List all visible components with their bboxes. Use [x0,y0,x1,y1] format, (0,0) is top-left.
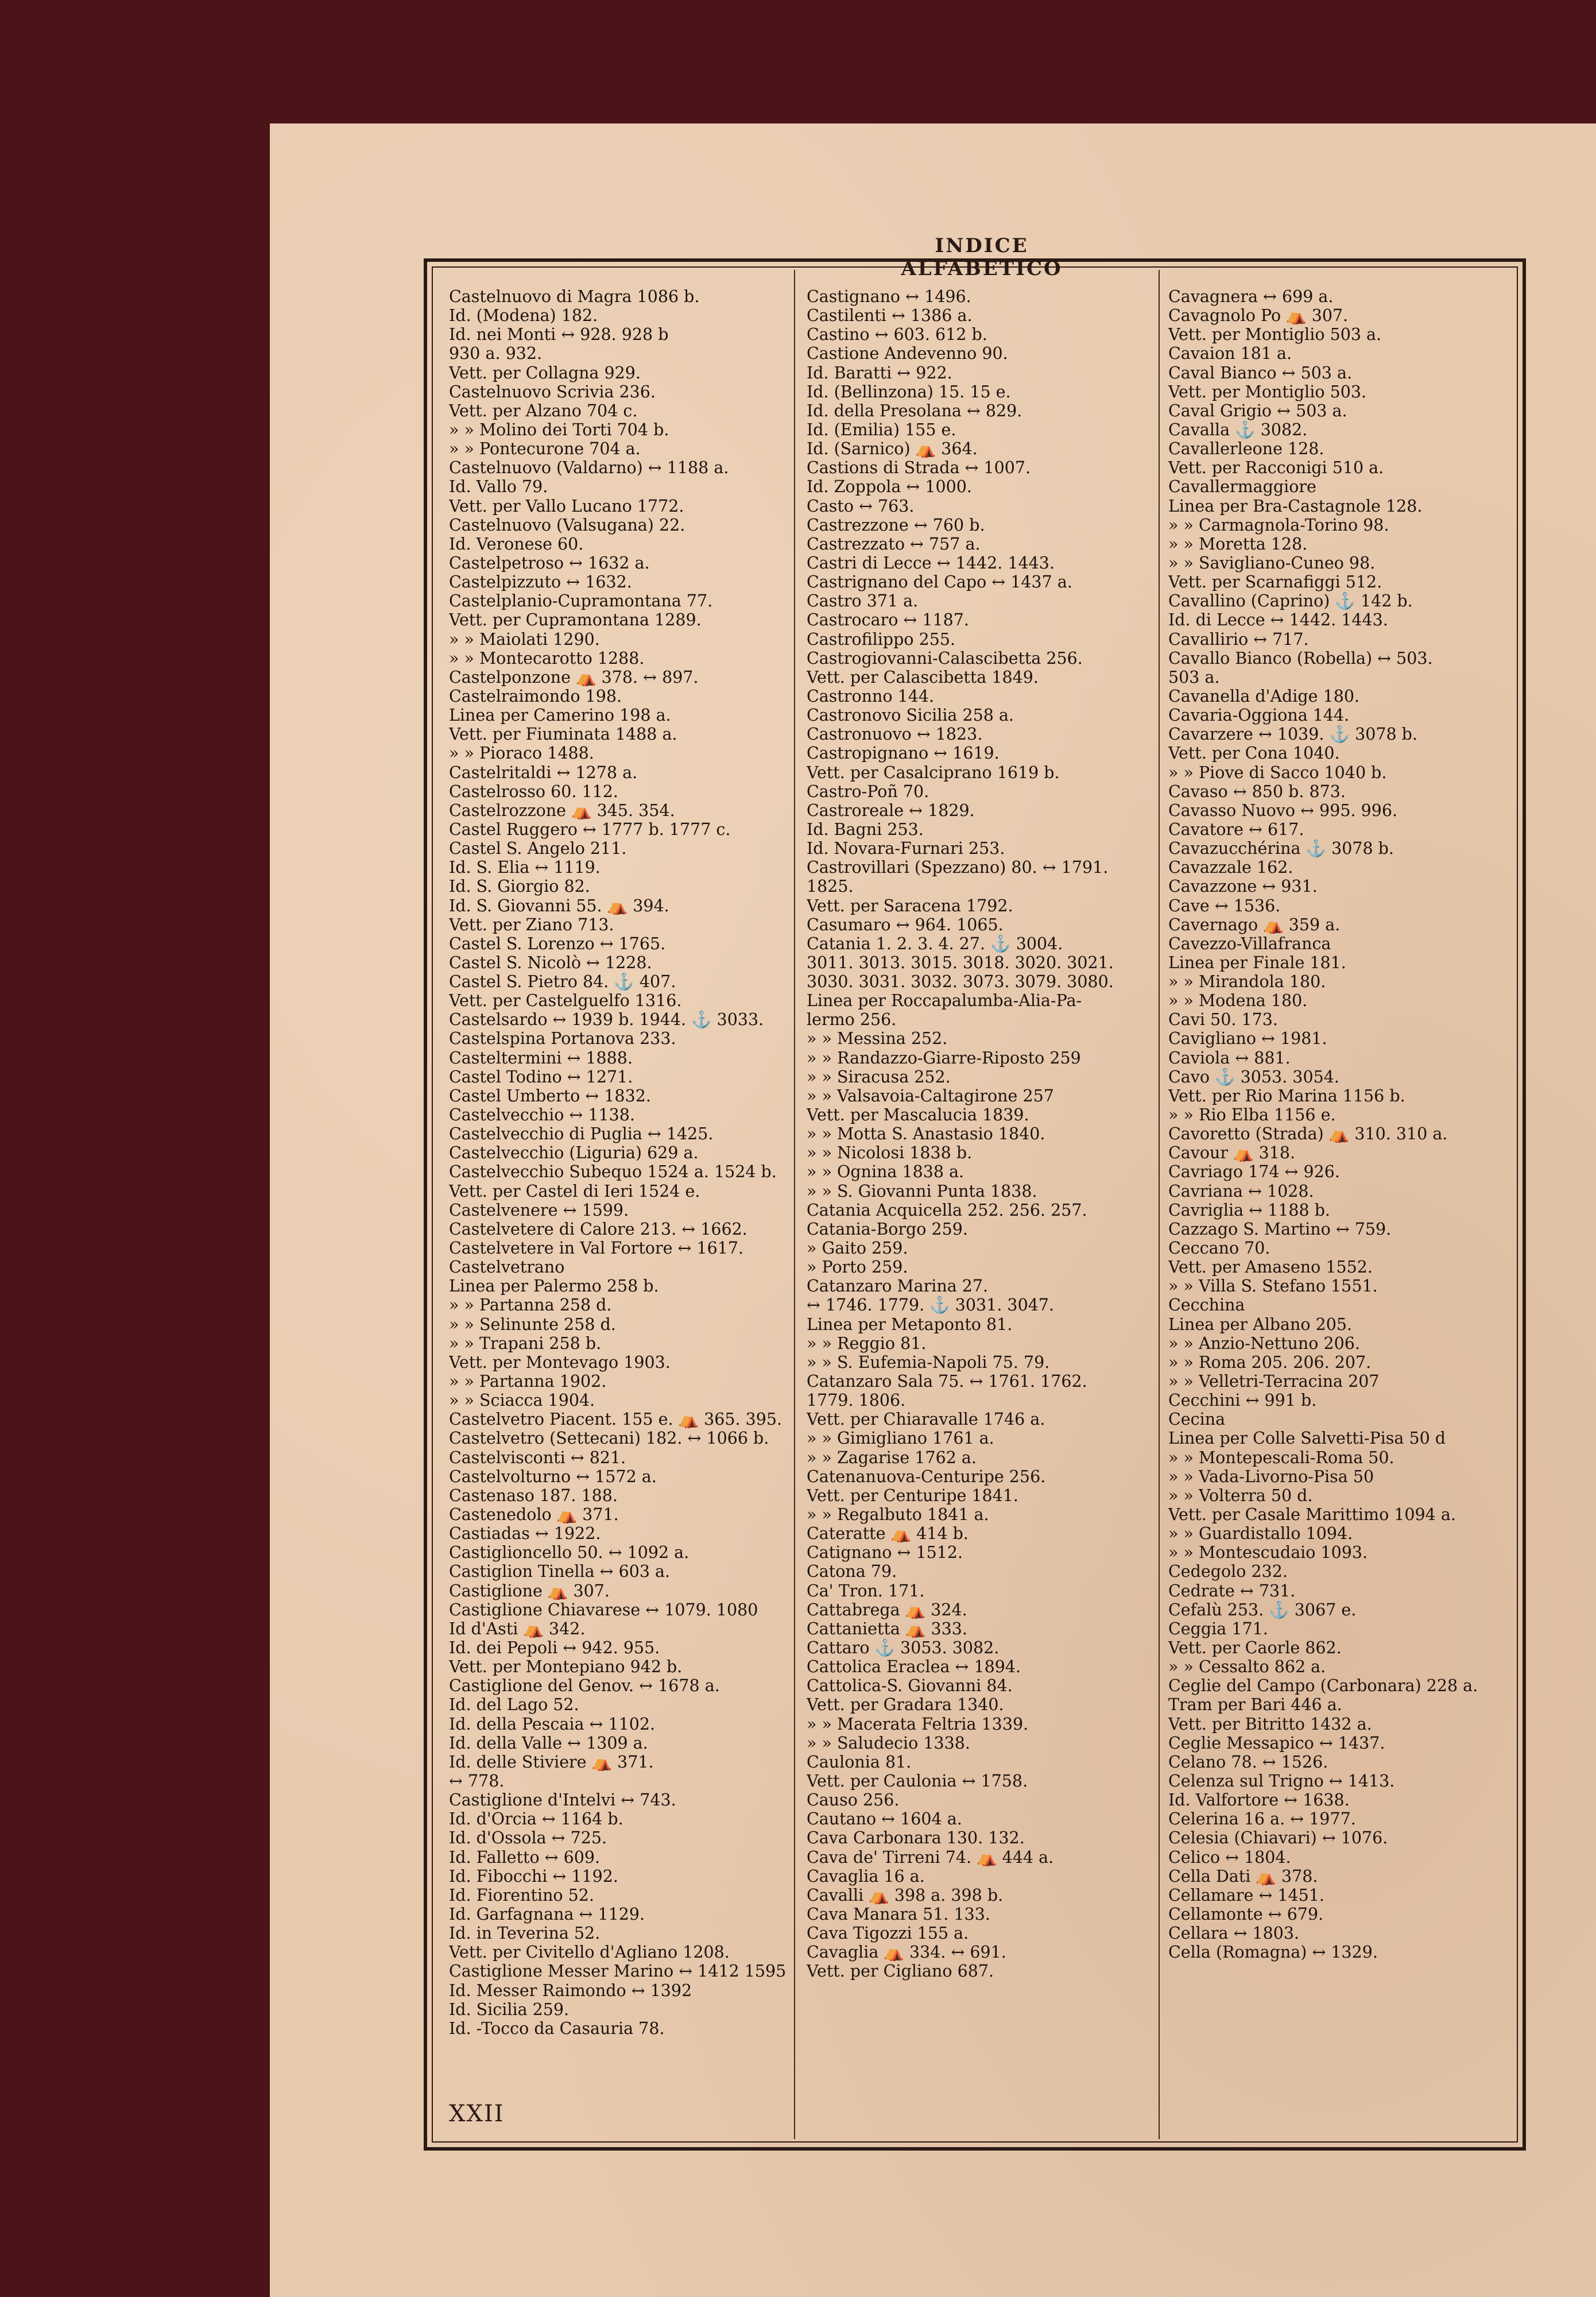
index-entry: 3011. 3013. 3015. 3018. 3020. 3021. [807,953,1114,972]
index-entry: Castelpizzuto ↔ 1632. [449,573,632,592]
index-entry: Id. (Bellinzona) 15. 15 e. [807,382,1011,401]
index-entry: Castel S. Pietro 84. ⚓ 407. [449,972,676,992]
index-column-3 [1168,287,1513,2136]
index-entry: » » Gimigliano 1761 a. [807,1429,994,1448]
index-entry: Catania 1. 2. 3. 4. 27. ⚓ 3004. [807,934,1063,953]
index-entry: » » Villa S. Stefano 1551. [1168,1277,1378,1296]
index-entry: Ceggia 171. [1168,1619,1268,1638]
index-entry: Vett. per Montevago 1903. [449,1352,671,1372]
index-entry: Id. delle Stiviere ⛺ 371. [449,1752,654,1772]
index-entry: Vett. per Castel di Ieri 1524 e. [449,1181,700,1201]
index-entry: » » Valsavoia-Caltagirone 257 [807,1086,1054,1105]
index-entry: Id. Baratti ↔ 922. [807,363,952,382]
index-entry: Castiglione Chiavarese ↔ 1079. 1080 [449,1600,758,1619]
index-entry: Castenedolo ⛺ 371. [449,1505,619,1524]
index-entry: Cavallo Bianco (Robella) ↔ 503. [1168,648,1433,668]
index-entry: Castrocaro ↔ 1187. [807,610,969,630]
index-entry: Catona 79. [807,1562,897,1581]
index-entry: Cavallermaggiore [1168,477,1316,497]
index-entry: Catanzaro Marina 27. [807,1277,989,1296]
index-entry: Ca' Tron. 171. [807,1581,925,1600]
index-entry: Vett. per Vallo Lucano 1772. [449,496,684,516]
index-entry: Castro-Poñ 70. [807,782,929,801]
index-entry: Cattolica Eraclea ↔ 1894. [807,1657,1021,1677]
index-entry: Id. Sicilia 259. [449,2000,570,2019]
index-entry: Vett. per Scarnafiggi 512. [1168,573,1382,592]
index-entry: Cecchina [1168,1296,1245,1315]
index-entry: Castilenti ↔ 1386 a. [807,306,973,326]
index-entry: Vett. per Calascibetta 1849. [807,667,1039,687]
index-entry: Cavezzo-Villafranca [1168,934,1331,953]
index-entry: Cavaria-Oggiona 144. [1168,706,1350,725]
index-entry: Cavaglia ⛺ 334. ↔ 691. [807,1943,1006,1962]
index-entry: Castrezzone ↔ 760 b. [807,515,985,535]
index-entry: Castiglione Messer Marino ↔ 1412 1595 [449,1962,787,1981]
index-entry: Celico ↔ 1804. [1168,1847,1291,1867]
index-entry: Castiglione d'Intelvi ↔ 743. [449,1791,676,1810]
index-entry: Cavigliano ↔ 1981. [1168,1029,1327,1049]
index-entry: Vett. per Ziano 713. [449,915,614,934]
index-entry: Cavasso Nuovo ↔ 995. 996. [1168,801,1398,820]
index-entry: Celerina 16 a. ↔ 1977. [1168,1809,1356,1829]
index-entry: Id. (Modena) 182. [449,306,598,326]
index-entry: » » Cessalto 862 a. [1168,1657,1326,1677]
index-entry: Id. S. Elia ↔ 1119. [449,858,601,877]
index-entry: Linea per Camerino 198 a. [449,706,671,725]
index-entry: Castelvetrano [449,1258,565,1277]
index-entry: Cava Carbonara 130. 132. [807,1828,1025,1848]
index-entry: Cavour ⛺ 318. [1168,1143,1296,1163]
index-entry: Casumaro ↔ 964. 1065. [807,915,1004,934]
index-entry: Castelraimondo 198. [449,686,622,706]
index-entry: Cavriago 174 ↔ 926. [1168,1162,1340,1182]
index-entry: Castrezzato ↔ 757 a. [807,534,981,554]
index-entry: Castrovillari (Spezzano) 80. ↔ 1791. [807,858,1109,877]
index-entry: Vett. per Montiglio 503 a. [1168,325,1382,345]
index-entry: Id. (Sarnico) ⛺ 364. [807,439,978,459]
index-entry: Caval Bianco ↔ 503 a. [1168,363,1353,382]
index-entry: 1825. [807,877,854,896]
index-entry: Castelponzone ⛺ 378. ↔ 897. [449,667,699,687]
index-entry: Id. Fibocchi ↔ 1192. [449,1866,618,1886]
index-entry: Castiadas ↔ 1922. [449,1524,601,1544]
index-entry: Linea per Albano 205. [1168,1314,1353,1334]
index-entry: » » Moretta 128. [1168,534,1308,554]
index-entry: Cateratte ⛺ 414 b. [807,1524,969,1544]
index-entry: Cavazzone ↔ 931. [1168,877,1318,896]
index-entry: » » Volterra 50 d. [1168,1486,1313,1505]
index-entry: Vett. per Amaseno 1552. [1168,1258,1373,1277]
index-entry: 3030. 3031. 3032. 3073. 3079. 3080. [807,972,1114,992]
index-entry: Vett. per Collagna 929. [449,363,641,382]
index-entry: Cave ↔ 1536. [1168,896,1281,915]
page-number: XXII [449,2101,505,2127]
index-entry: Castelsardo ↔ 1939 b. 1944. ⚓ 3033. [449,1010,764,1030]
index-entry: Castel Todino ↔ 1271. [449,1067,633,1086]
index-entry: Vett. per Civitello d'Agliano 1208. [449,1943,730,1962]
index-entry: Castelvecchio ↔ 1138. [449,1105,635,1125]
index-entry: Linea per Palermo 258 b. [449,1277,659,1296]
index-entry: Vett. per Castelguelfo 1316. [449,991,682,1011]
index-entry: Vett. per Chiaravalle 1746 a. [807,1410,1045,1429]
index-entry: » » Rio Elba 1156 e. [1168,1105,1336,1125]
index-entry: Cattabrega ⛺ 324. [807,1600,967,1619]
index-entry: Cefalù 253. ⚓ 3067 e. [1168,1600,1357,1619]
index-entry: Castelvisconti ↔ 821. [449,1448,626,1467]
index-entry: Cellara ↔ 1803. [1168,1924,1300,1943]
index-entry: Castelvecchio (Liguria) 629 a. [449,1143,699,1163]
index-entry: Linea per Finale 181. [1168,953,1346,972]
index-entry: Linea per Metaponto 81. [807,1314,1013,1334]
index-entry: Cellamonte ↔ 679. [1168,1904,1324,1924]
index-entry: Castri di Lecce ↔ 1442. 1443. [807,553,1055,573]
index-entry: Cedegolo 232. [1168,1562,1288,1581]
index-entry: Castelplanio-Cupramontana 77. [449,591,713,611]
index-entry: Cavoretto (Strada) ⛺ 310. 310 a. [1168,1124,1448,1144]
index-entry: » » Molino dei Torti 704 b. [449,420,669,439]
index-entry: Vett. per Casale Marittimo 1094 a. [1168,1505,1456,1524]
index-entry: Cavagnera ↔ 699 a. [1168,287,1334,306]
index-entry: Cavriana ↔ 1028. [1168,1181,1314,1201]
index-entry: » » Selinunte 258 d. [449,1314,616,1334]
index-entry: 503 a. [1168,667,1220,687]
index-entry: Ceccano 70. [1168,1239,1270,1258]
index-entry: Id. del Lago 52. [449,1695,579,1715]
index-entry: Caval Grigio ↔ 503 a. [1168,401,1347,420]
index-entry: Vett. per Caorle 862. [1168,1638,1342,1657]
index-entry: Causo 256. [807,1791,900,1810]
index-entry: Castino ↔ 603. 612 b. [807,325,987,345]
index-entry: » » Piove di Sacco 1040 b. [1168,763,1387,782]
index-entry: Id. Garfagnana ↔ 1129. [449,1904,645,1924]
index-entry: » » Regalbuto 1841 a. [807,1505,989,1524]
index-entry: Cava de' Tirreni 74. ⛺ 444 a. [807,1847,1054,1867]
index-entry: » » Messina 252. [807,1029,948,1049]
index-entry: Id. S. Giovanni 55. ⛺ 394. [449,896,669,915]
index-entry: Cella (Romagna) ↔ 1329. [1168,1943,1378,1962]
index-entry: Id. Fiorentino 52. [449,1885,594,1905]
index-entry: » » Reggio 81. [807,1333,927,1353]
index-entry: Id d'Asti ⛺ 342. [449,1619,586,1638]
index-entry: 1779. 1806. [807,1391,906,1410]
index-entry: Castelnuovo (Valdarno) ↔ 1188 a. [449,458,729,478]
index-entry: Vett. per Cona 1040. [1168,744,1340,763]
index-entry: Linea per Bra-Castagnole 128. [1168,496,1423,516]
index-entry: Id. Falletto ↔ 609. [449,1847,601,1867]
index-entry: Castelnuovo (Valsugana) 22. [449,515,685,535]
index-entry: Castrofilippo 255. [807,629,956,649]
index-entry: Castelvetere di Calore 213. ↔ 1662. [449,1219,747,1239]
index-entry: Id. della Valle ↔ 1309 a. [449,1733,648,1753]
index-entry: Caviola ↔ 881. [1168,1048,1291,1068]
index-entry: Cavallino (Caprino) ⚓ 142 b. [1168,591,1413,611]
index-entry: » » Zagarise 1762 a. [807,1448,977,1467]
index-entry: Vett. per Cigliano 687. [807,1962,994,1981]
index-entry: Catenanuova-Centuripe 256. [807,1467,1046,1486]
index-entry: » » Trapani 258 b. [449,1333,602,1353]
index-entry: Id. dei Pepoli ↔ 942. 955. [449,1638,660,1657]
index-entry: » » Saludecio 1338. [807,1733,970,1753]
index-entry: Cavazzale 162. [1168,858,1293,877]
index-entry: Cavaglia 16 a. [807,1866,925,1886]
index-entry: Vett. per Caulonia ↔ 1758. [807,1771,1028,1791]
index-entry: Celano 78. ↔ 1526. [1168,1752,1328,1772]
index-entry: Id. d'Ossola ↔ 725. [449,1828,607,1848]
index-entry: » » Anzio-Nettuno 206. [1168,1333,1360,1353]
index-entry: Castronovo Sicilia 258 a. [807,706,1014,725]
index-entry: Castiglioncello 50. ↔ 1092 a. [449,1543,689,1563]
index-entry: » » Velletri-Terracina 207 [1168,1372,1380,1391]
index-entry: Vett. per Fiuminata 1488 a. [449,725,677,744]
index-column-1 [449,287,793,2136]
index-entry: Vett. per Alzano 704 c. [449,401,638,420]
index-entry: Castelrozzone ⛺ 345. 354. [449,801,675,820]
index-entry: Cavriglia ↔ 1188 b. [1168,1200,1330,1220]
index-entry: Catania Acquicella 252. 256. 257. [807,1200,1087,1220]
index-entry: Castel Ruggero ↔ 1777 b. 1777 c. [449,819,731,839]
index-entry: » » Siracusa 252. [807,1067,951,1086]
index-entry: Castiglion Tinella ↔ 603 a. [449,1562,671,1581]
index-entry: Cavarzere ↔ 1039. ⚓ 3078 b. [1168,725,1417,744]
index-entry: Vett. per Gradara 1340. [807,1695,1004,1715]
index-entry: Cavalli ⛺ 398 a. 398 b. [807,1885,1004,1905]
index-entry: Castelvenere ↔ 1599. [449,1200,629,1220]
index-entry: lermo 256. [807,1010,897,1030]
index-entry: Vett. per Montepiano 942 b. [449,1657,683,1677]
index-entry: Catania-Borgo 259. [807,1219,968,1239]
index-entry: Castel S. Lorenzo ↔ 1765. [449,934,666,953]
index-entry: Castrogiovanni-Calascibetta 256. [807,648,1083,668]
index-entry: Castelritaldi ↔ 1278 a. [449,763,638,782]
index-entry: Castronno 144. [807,686,935,706]
index-entry: ↔ 1746. 1779. ⚓ 3031. 3047. [807,1296,1055,1315]
index-entry: » » Sciacca 1904. [449,1391,595,1410]
index-entry: Ceglie Messapico ↔ 1437. [1168,1733,1385,1753]
index-entry: Id. d'Orcia ↔ 1164 b. [449,1809,623,1829]
index-entry: Cedrate ↔ 731. [1168,1581,1296,1600]
index-entry: Vett. per Cupramontana 1289. [449,610,702,630]
index-entry: Castelspina Portanova 233. [449,1029,676,1049]
index-entry: » Gaito 259. [807,1239,908,1258]
index-entry: Castroreale ↔ 1829. [807,801,975,820]
index-entry: Castelnuovo Scrivia 236. [449,382,656,401]
index-entry: Id. (Emilia) 155 e. [807,420,956,439]
index-entry: » » Randazzo-Giarre-Riposto 259 [807,1048,1081,1068]
index-entry: » » Maiolati 1290. [449,629,600,649]
index-entry: » » Mirandola 180. [1168,972,1326,992]
index-entry: 930 a. 932. [449,344,543,364]
index-entry: Cattaro ⚓ 3053. 3082. [807,1638,1000,1657]
index-entry: Celesia (Chiavari) ↔ 1076. [1168,1828,1388,1848]
index-entry: Id. Bagni 253. [807,819,924,839]
index-entry: » » Pioraco 1488. [449,744,594,763]
index-entry: Vett. per Casalciprano 1619 b. [807,763,1060,782]
index-entry: Castelvetro (Settecani) 182. ↔ 1066 b. [449,1429,769,1448]
index-entry: Cautano ↔ 1604 a. [807,1809,962,1829]
index-entry: Casteltermini ↔ 1888. [449,1048,633,1068]
index-entry: Vett. per Mascalucia 1839. [807,1105,1029,1125]
index-entry: Id. Messer Raimondo ↔ 1392 [449,1981,692,2000]
index-entry: Cava Manara 51. 133. [807,1904,990,1924]
index-entry: » » Montescudaio 1093. [1168,1543,1368,1563]
index-entry: » » Montepescali-Roma 50. [1168,1448,1394,1467]
index-entry: Cazzago S. Martino ↔ 759. [1168,1219,1392,1239]
index-entry: Castions di Strada ↔ 1007. [807,458,1031,478]
index-entry: Cella Dati ⛺ 378. [1168,1866,1318,1886]
index-entry: Id. di Lecce ↔ 1442. 1443. [1168,610,1388,630]
index-entry: Castelnuovo di Magra 1086 b. [449,287,700,306]
index-entry: Cavatore ↔ 617. [1168,819,1304,839]
index-entry: Cecchini ↔ 991 b. [1168,1391,1317,1410]
index-entry: Castelvolturno ↔ 1572 a. [449,1467,657,1486]
index-entry: Linea per Roccapalumba-Alia-Pa- [807,991,1082,1011]
index-entry: » » Roma 205. 206. 207. [1168,1352,1372,1372]
index-column-2 [807,287,1151,2136]
index-entry: Catanzaro Sala 75. ↔ 1761. 1762. [807,1372,1087,1391]
index-entry: Cavi 50. 173. [1168,1010,1278,1030]
index-entry: Id. Valfortore ↔ 1638. [1168,1791,1350,1810]
index-entry: Castiglione ⛺ 307. [449,1581,610,1600]
index-entry: Id. -Tocco da Casauria 78. [449,2018,665,2038]
index-entry: Castro 371 a. [807,591,919,611]
index-entry: Castelrosso 60. 112. [449,782,618,801]
page-header: INDICE ALFABETICO [901,234,1063,280]
index-entry: » » Partanna 258 d. [449,1296,612,1315]
index-entry: Casto ↔ 763. [807,496,915,516]
index-entry: Cellamare ↔ 1451. [1168,1885,1324,1905]
index-entry: » » Guardistallo 1094. [1168,1524,1353,1544]
index-entry: » » Modena 180. [1168,991,1308,1011]
index-entry: Cattanietta ⛺ 333. [807,1619,967,1638]
index-entry: Cavallirio ↔ 717. [1168,629,1309,649]
index-entry: Vett. per Rio Marina 1156 b. [1168,1086,1405,1105]
index-entry: Castelvetro Piacent. 155 e. ⛺ 365. 395. [449,1410,782,1429]
index-entry: Caulonia 81. [807,1752,912,1772]
index-entry: Vett. per Bitritto 1432 a. [1168,1714,1372,1734]
index-entry: Vett. per Saracena 1792. [807,896,1013,915]
index-entry: Castropignano ↔ 1619. [807,744,1000,763]
column-divider [794,270,795,2139]
index-entry: Castignano ↔ 1496. [807,287,971,306]
index-entry: Castiglione del Genov. ↔ 1678 a. [449,1676,720,1696]
index-entry: Cavaion 181 a. [1168,344,1292,364]
index-entry: Castel S. Angelo 211. [449,839,627,859]
index-entry: » » Motta S. Anastasio 1840. [807,1124,1045,1144]
index-entry: Castelpetroso ↔ 1632 a. [449,553,650,573]
index-entry: Tram per Bari 446 a. [1168,1695,1342,1715]
index-entry: Id. nei Monti ↔ 928. 928 b [449,325,669,345]
index-entry: Id. Zoppola ↔ 1000. [807,477,972,497]
index-entry: » » S. Giovanni Punta 1838. [807,1181,1037,1201]
index-entry: Id. della Pescaia ↔ 1102. [449,1714,656,1734]
index-entry: Cavaso ↔ 850 b. 873. [1168,782,1346,801]
index-entry: Id. S. Giorgio 82. [449,877,590,896]
index-entry: Castelvetere in Val Fortore ↔ 1617. [449,1239,744,1258]
index-entry: Cavagnolo Po ⛺ 307. [1168,306,1349,326]
index-entry: Cavalla ⚓ 3082. [1168,420,1308,439]
index-entry: Celenza sul Trigno ↔ 1413. [1168,1771,1395,1791]
index-entry: Vett. per Racconigi 510 a. [1168,458,1384,478]
index-entry: Castrignano del Capo ↔ 1437 a. [807,573,1072,592]
index-entry: » » Pontecurone 704 a. [449,439,641,459]
index-entry: Cattolica-S. Giovanni 84. [807,1676,1013,1696]
index-entry: » » Vada-Livorno-Pisa 50 [1168,1467,1374,1486]
index-entry: Linea per Colle Salvetti-Pisa 50 d [1168,1429,1446,1448]
index-entry: Id. Novara-Furnari 253. [807,839,1005,859]
index-entry: Castenaso 187. 188. [449,1486,618,1505]
index-entry: Id. in Teverina 52. [449,1924,601,1943]
index-entry: Vett. per Montiglio 503. [1168,382,1367,401]
index-entry: » Porto 259. [807,1258,908,1277]
index-entry: ↔ 778. [449,1771,505,1791]
index-entry: Castione Andevenno 90. [807,344,1008,364]
index-entry: Ceglie del Campo (Carbonara) 228 a. [1168,1676,1478,1696]
index-entry: Catignano ↔ 1512. [807,1543,963,1563]
index-entry: Castel S. Nicolò ↔ 1228. [449,953,652,972]
index-entry: » » Nicolosi 1838 b. [807,1143,973,1163]
index-entry: » » Ognina 1838 a. [807,1162,964,1182]
index-entry: » » S. Eufemia-Napoli 75. 79. [807,1352,1050,1372]
index-entry: » » Montecarotto 1288. [449,648,645,668]
index-entry: Id. della Presolana ↔ 829. [807,401,1022,420]
index-entry: Castronuovo ↔ 1823. [807,725,983,744]
index-entry: Cecina [1168,1410,1226,1429]
index-entry: » » Macerata Feltria 1339. [807,1714,1029,1734]
index-entry: Cavallerleone 128. [1168,439,1324,459]
index-entry: Castelvecchio di Puglia ↔ 1425. [449,1124,714,1144]
index-entry: » » Carmagnola-Torino 98. [1168,515,1389,535]
index-entry: » » Savigliano-Cuneo 98. [1168,553,1376,573]
column-divider [1159,270,1160,2139]
index-entry: Cavanella d'Adige 180. [1168,686,1360,706]
index-entry: » » Partanna 1902. [449,1372,607,1391]
index-entry: Cava Tigozzi 155 a. [807,1924,969,1943]
index-entry: Vett. per Centuripe 1841. [807,1486,1018,1505]
index-entry: Castel Umberto ↔ 1832. [449,1086,651,1105]
index-entry: Id. Veronese 60. [449,534,584,554]
index-entry: Cavazucchérina ⚓ 3078 b. [1168,839,1394,859]
index-entry: Id. Vallo 79. [449,477,548,497]
index-entry: Cavernago ⛺ 359 a. [1168,915,1341,934]
index-entry: Castelvecchio Subequo 1524 a. 1524 b. [449,1162,777,1182]
index-entry: Cavo ⚓ 3053. 3054. [1168,1067,1339,1086]
